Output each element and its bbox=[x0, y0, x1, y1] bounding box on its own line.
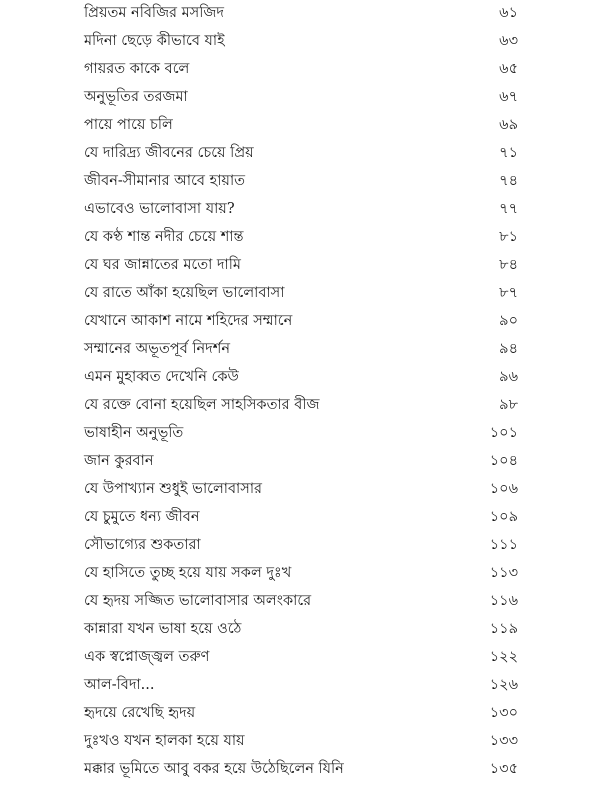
toc-entry-page: ১৩৩ bbox=[489, 733, 518, 749]
toc-entry-page: ১০৪ bbox=[489, 453, 518, 469]
toc-entry-page: ১৩০ bbox=[489, 705, 518, 721]
toc-entry-title: যে চুমুতে ধন্য জীবন bbox=[84, 509, 200, 525]
toc-entry-title: এমন মুহাব্বত দেখেনি কেউ bbox=[84, 369, 239, 385]
toc-entry-title: মদিনা ছেড়ে কীভাবে যাই bbox=[84, 33, 225, 49]
toc-entry-page: ৭৭ bbox=[499, 201, 518, 217]
toc-entry-page: ৬১ bbox=[499, 5, 518, 21]
toc-entry bbox=[0, 391, 600, 419]
toc-entry-page: ৭১ bbox=[499, 145, 518, 161]
toc-entry-title: যে রক্তে বোনা হয়েছিল সাহসিকতার বীজ bbox=[84, 397, 320, 413]
toc-entry-title: যে হাসিতে তুচ্ছ হয়ে যায় সকল দুঃখ bbox=[84, 565, 292, 581]
toc-entry-title: হৃদয়ে রেখেছি হৃদয় bbox=[84, 705, 196, 721]
toc-entry-title: দুঃখও যখন হালকা হয়ে যায় bbox=[84, 733, 245, 749]
toc-entry-title: কান্নারা যখন ভাষা হয়ে ওঠে bbox=[84, 621, 242, 637]
toc-entry-title: ভাষাহীন অনুভূতি bbox=[84, 425, 184, 441]
toc-entry-page: ১০৬ bbox=[489, 481, 518, 497]
toc-entry bbox=[0, 251, 600, 279]
toc-entry bbox=[0, 559, 600, 587]
toc-entry-title: জীবন-সীমানার আবে হায়াত bbox=[84, 173, 246, 189]
toc-entry-page: ১২৬ bbox=[489, 677, 518, 693]
toc-entry-title: যে হৃদয় সজ্জিত ভালোবাসার অলংকারে bbox=[84, 593, 312, 609]
toc-entry bbox=[0, 0, 600, 27]
toc-entry bbox=[0, 699, 600, 727]
toc-entry bbox=[0, 727, 600, 755]
toc-entry bbox=[0, 419, 600, 447]
toc-entry-title: প্রিয়তম নবিজির মসজিদ bbox=[84, 5, 225, 21]
toc-entry-page: ৬৫ bbox=[499, 61, 518, 77]
toc-entry bbox=[0, 615, 600, 643]
toc-entry-page: ৯৮ bbox=[499, 397, 518, 413]
toc-entry-title: এভাবেও ভালোবাসা যায়? bbox=[84, 201, 235, 217]
toc-entry bbox=[0, 531, 600, 559]
toc-entry-title: এক স্বপ্নোজ্জ্বল তরুণ bbox=[84, 649, 210, 665]
toc-entry-title: গায়রত কাকে বলে bbox=[84, 61, 190, 77]
toc-entry-title: যে কণ্ঠ শান্ত নদীর চেয়ে শান্ত bbox=[84, 229, 244, 245]
toc-entry-page: ১০৯ bbox=[489, 509, 518, 525]
toc-entry-page: ১১১ bbox=[489, 537, 518, 553]
toc-entry-title: পায়ে পায়ে চলি bbox=[84, 117, 173, 133]
toc-entry-title: যে ঘর জান্নাতের মতো দামি bbox=[84, 257, 241, 273]
toc-entry bbox=[0, 55, 600, 83]
toc-entry-title: যেখানে আকাশ নামে শহিদের সম্মানে bbox=[84, 313, 293, 329]
toc-entry bbox=[0, 363, 600, 391]
toc-entry-page: ৮৪ bbox=[499, 257, 518, 273]
toc-entry bbox=[0, 223, 600, 251]
toc-entry bbox=[0, 195, 600, 223]
toc-entry bbox=[0, 643, 600, 671]
toc-entry bbox=[0, 671, 600, 699]
toc-entry-title: যে দারিদ্র্য জীবনের চেয়ে প্রিয় bbox=[84, 145, 254, 161]
toc-entry-page: ৮৭ bbox=[499, 285, 518, 301]
toc-entry bbox=[0, 503, 600, 531]
toc-entry-title: সৌভাগ্যের শুকতারা bbox=[84, 537, 201, 553]
toc-entry-title: জান কুরবান bbox=[84, 453, 154, 469]
toc-entry-page: ৯৬ bbox=[499, 369, 518, 385]
toc-entry-page: ১১৬ bbox=[489, 593, 518, 609]
toc-entry-page: ৭৪ bbox=[499, 173, 518, 189]
toc-entry bbox=[0, 755, 600, 783]
toc-entry-page: ১১৯ bbox=[489, 621, 518, 637]
toc-entry-title: যে উপাখ্যান শুধুই ভালোবাসার bbox=[84, 481, 263, 497]
toc-entry bbox=[0, 167, 600, 195]
toc-entry-page: ৯৪ bbox=[499, 341, 518, 357]
toc-entry bbox=[0, 335, 600, 363]
toc-entry bbox=[0, 279, 600, 307]
toc-entry bbox=[0, 83, 600, 111]
toc-entry bbox=[0, 307, 600, 335]
toc-entry-title: মক্কার ভূমিতে আবু বকর হয়ে উঠেছিলেন যিনি bbox=[84, 761, 344, 777]
toc-entry-page: ৬৯ bbox=[499, 117, 518, 133]
toc-entry-page: ৬৩ bbox=[499, 33, 518, 49]
toc-entry-title: সম্মানের অভূতপূর্ব নিদর্শন bbox=[84, 341, 231, 357]
toc-entry bbox=[0, 447, 600, 475]
toc-entry-page: ১৩৫ bbox=[489, 761, 518, 777]
toc-entry bbox=[0, 475, 600, 503]
toc-entry bbox=[0, 111, 600, 139]
toc-entry bbox=[0, 139, 600, 167]
toc-entry-page: ৯০ bbox=[499, 313, 518, 329]
toc-entry-page: ১১৩ bbox=[489, 565, 518, 581]
toc-entry-title: অনুভূতির তরজমা bbox=[84, 89, 188, 105]
toc-entry-page: ১২২ bbox=[489, 649, 518, 665]
toc-entry bbox=[0, 27, 600, 55]
toc-entry-title: আল-বিদা... bbox=[84, 677, 155, 693]
toc-entry bbox=[0, 587, 600, 615]
toc-entry-page: ৬৭ bbox=[499, 89, 518, 105]
toc-entry-title: যে রাতে আঁকা হয়েছিল ভালোবাসা bbox=[84, 285, 285, 301]
toc-entry-page: ৮১ bbox=[499, 229, 518, 245]
toc-entry-page: ১০১ bbox=[489, 425, 518, 441]
